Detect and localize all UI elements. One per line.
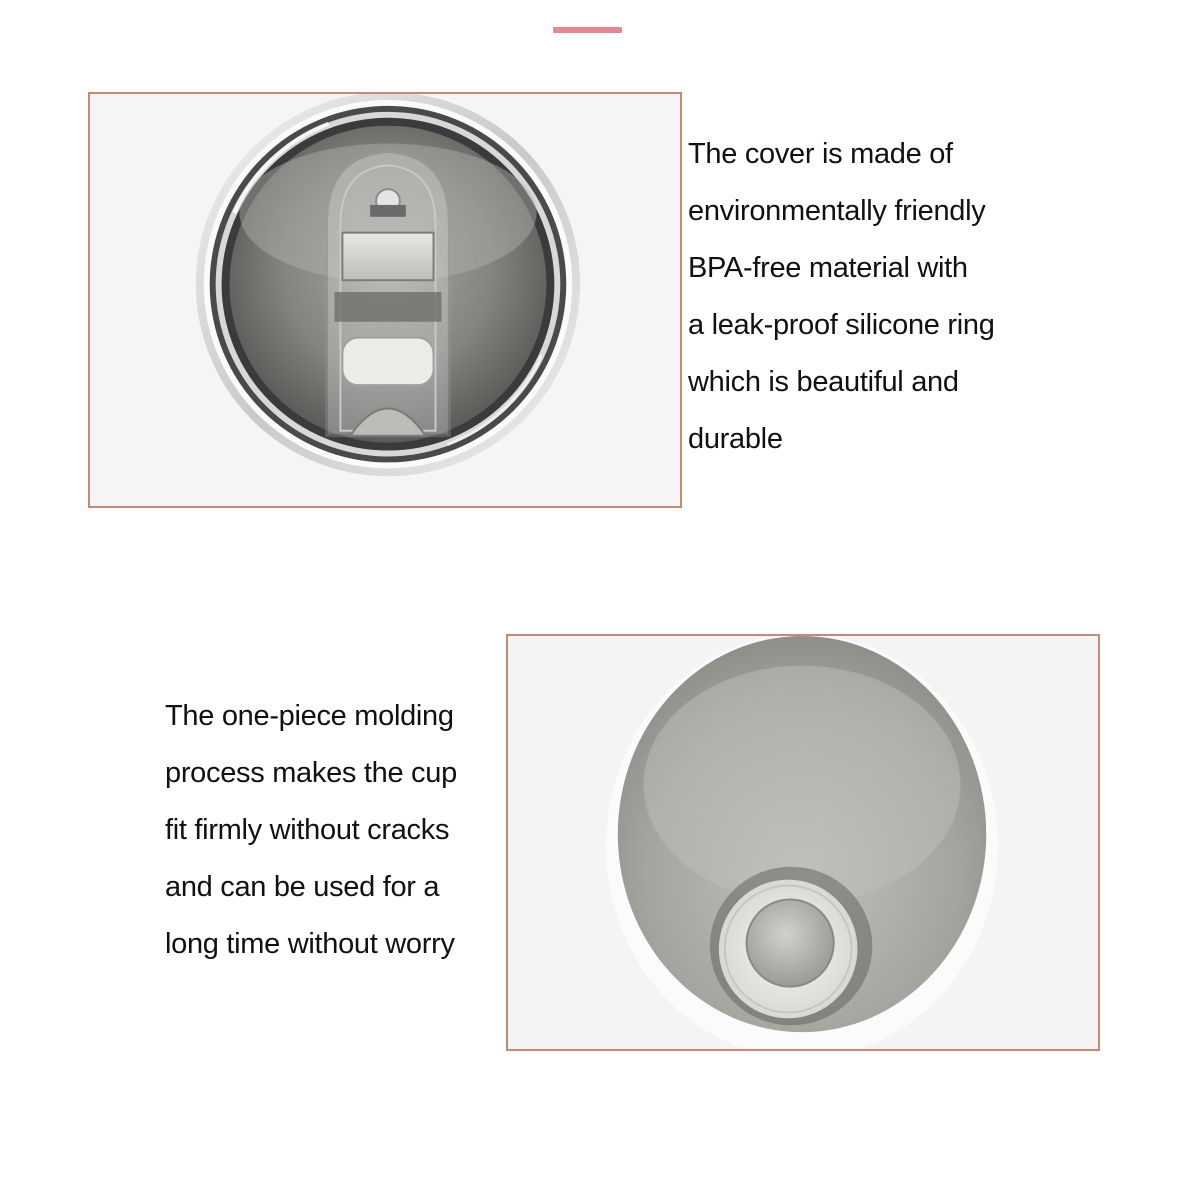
description-line: process makes the cup — [165, 757, 457, 789]
description-line: durable — [688, 423, 783, 455]
cup-description — [165, 688, 457, 973]
accent-divider — [553, 27, 622, 33]
description-line: environmentally friendly — [688, 195, 986, 227]
lid-photo — [88, 92, 682, 508]
description-line: BPA-free material with — [688, 252, 968, 284]
description-line: The one-piece molding — [165, 700, 454, 732]
description-line: long time without worry — [165, 928, 455, 960]
cup-interior-photo — [506, 634, 1100, 1051]
description-line: The cover is made of — [688, 138, 953, 170]
lid-description — [688, 126, 995, 468]
description-line: a leak-proof silicone ring — [688, 309, 995, 341]
description-line: which is beautiful and — [688, 366, 959, 398]
description-line: fit firmly without cracks — [165, 814, 450, 846]
description-line: and can be used for a — [165, 871, 440, 903]
